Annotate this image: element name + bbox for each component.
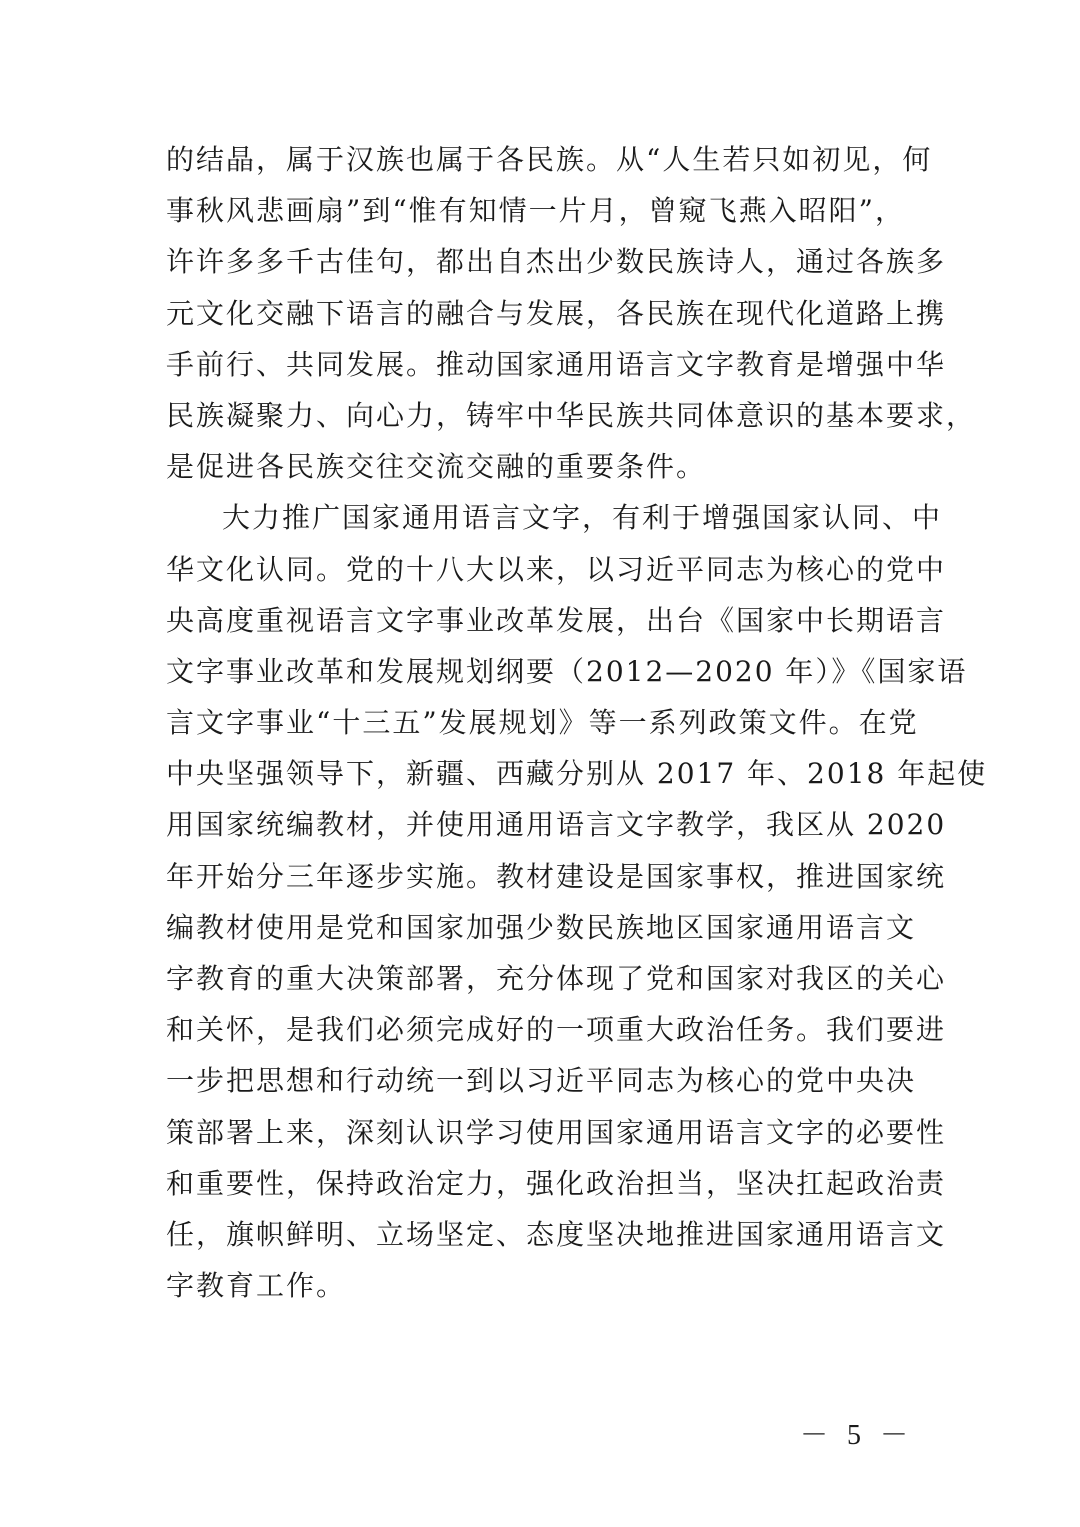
text-line: 大力推广国家通用语言文字，有利于增强国家认同、中 — [222, 501, 943, 535]
text-line: 字教育工作。 — [166, 1269, 347, 1303]
text-line: 言文字事业“十三五”发展规划》等一系列政策文件。在党 — [166, 706, 919, 740]
text-line: 事秋风悲画扇”到“惟有知情一片月，曾窥飞燕入昭阳”， — [166, 194, 905, 228]
text-line: 任，旗帜鲜明、立场坚定、态度坚决地推进国家通用语言文 — [166, 1217, 947, 1251]
text-line: 一步把思想和行动统一到以习近平同志为核心的党中央决 — [166, 1064, 917, 1098]
text-line: 文字事业改革和发展规划纲要（2012—2020 年）》《国家语 — [166, 654, 968, 688]
text-line: 策部署上来，深刻认识学习使用国家通用语言文字的必要性 — [166, 1115, 947, 1149]
paragraph-2 — [166, 492, 988, 1311]
text-line: 用国家统编教材，并使用通用语言文字教学，我区从 2020 — [166, 808, 947, 842]
page-number: － 5 － — [799, 1420, 914, 1451]
text-line: 手前行、共同发展。推动国家通用语言文字教育是增强中华 — [166, 347, 947, 381]
text-line: 和关怀，是我们必须完成好的一项重大政治任务。我们要进 — [166, 1013, 947, 1047]
text-line: 民族凝聚力、向心力，铸牢中华民族共同体意识的基本要求， — [166, 398, 977, 432]
text-line: 是促进各民族交往交流交融的重要条件。 — [166, 450, 707, 484]
text-line: 字教育的重大决策部署，充分体现了党和国家对我区的关心 — [166, 962, 947, 995]
text-line: 元文化交融下语言的融合与发展，各民族在现代化道路上携 — [166, 296, 947, 330]
text-line: 年开始分三年逐步实施。教材建设是国家事权，推进国家统 — [166, 859, 947, 893]
text-line: 央高度重视语言文字事业改革发展，出台《国家中长期语言 — [166, 603, 947, 637]
text-line: 华文化认同。党的十八大以来，以习近平同志为核心的党中 — [166, 552, 947, 586]
text-line: 中央坚强领导下，新疆、西藏分别从 2017 年、2018 年起使 — [166, 757, 988, 791]
paragraph-1 — [166, 134, 977, 492]
text-line: 的结晶，属于汉族也属于各民族。从“人生若只如初见，何 — [166, 143, 933, 176]
text-line: 和重要性，保持政治定力，强化政治担当，坚决扛起政治责 — [166, 1166, 947, 1200]
body-text — [166, 134, 988, 1311]
text-line: 编教材使用是党和国家加强少数民族地区国家通用语言文 — [166, 910, 917, 944]
text-line: 许许多多千古佳句，都出自杰出少数民族诗人，通过各族多 — [166, 245, 947, 279]
